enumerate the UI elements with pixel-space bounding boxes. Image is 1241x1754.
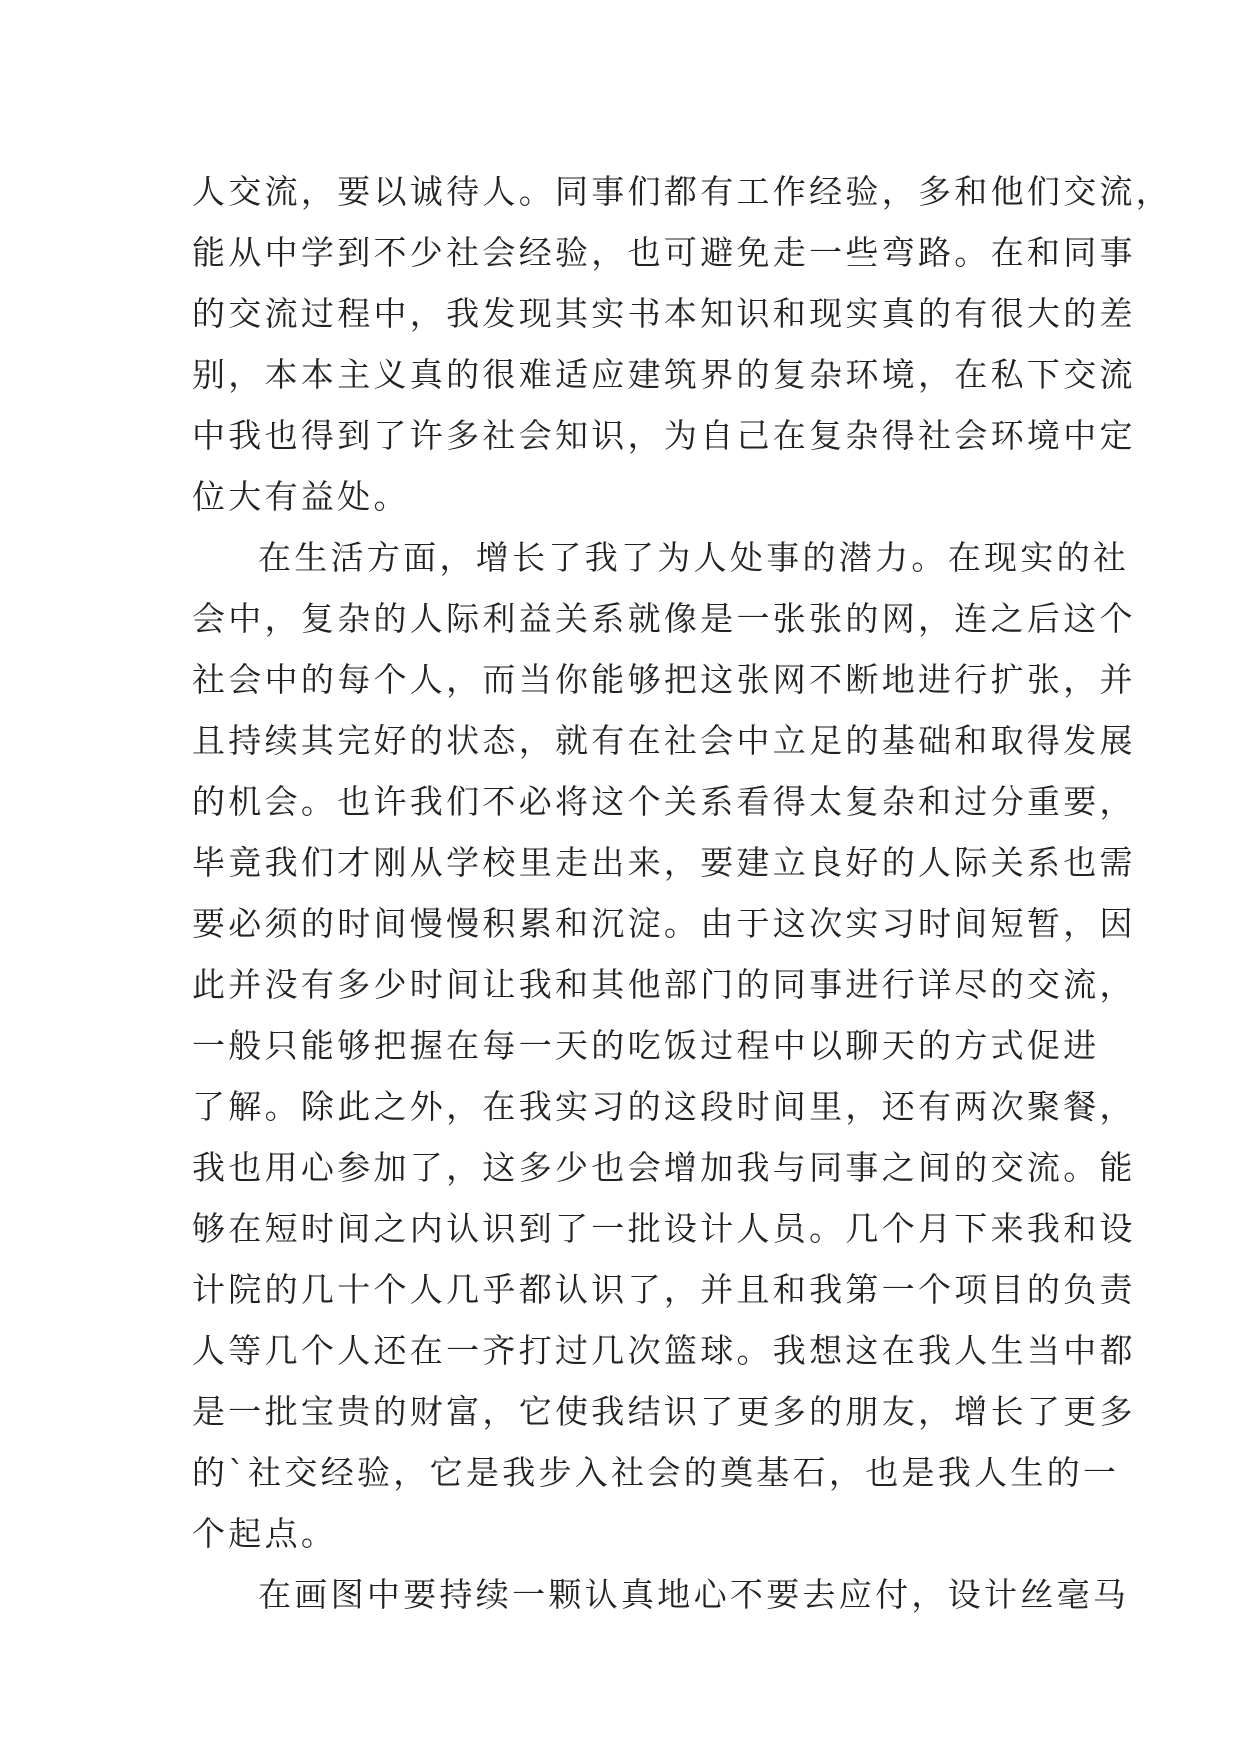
text-line: 我也用心参加了，这多少也会增加我与同事之间的交流。能 [192, 1148, 1136, 1187]
text-line: 人等几个人还在一齐打过几次篮球。我想这在我人生当中都 [192, 1331, 1136, 1370]
text-line: 是一批宝贵的财富，它使我结识了更多的朋友，增长了更多 [192, 1392, 1136, 1431]
text-line: 要必须的时间慢慢积累和沉淀。由于这次实习时间短暂，因 [192, 904, 1136, 943]
text-line: 够在短时间之内认识到了一批设计人员。几个月下来我和设 [192, 1209, 1136, 1248]
text-line: 位大有益处。 [192, 477, 410, 516]
text-line: 的`社交经验，它是我步入社会的奠基石，也是我人生的一 [192, 1453, 1120, 1492]
text-line: 一般只能够把握在每一天的吃饭过程中以聊天的方式促进 [192, 1026, 1100, 1065]
text-line: 此并没有多少时间让我和其他部门的同事进行详尽的交流， [192, 965, 1136, 1004]
text-line: 中我也得到了许多社会知识，为自己在复杂得社会环境中定 [192, 416, 1136, 455]
text-line: 会中，复杂的人际利益关系就像是一张张的网，连之后这个 [192, 599, 1136, 638]
text-line: 的交流过程中，我发现其实书本知识和现实真的有很大的差 [192, 294, 1136, 333]
text-line: 人交流，要以诚待人。同事们都有工作经验，多和他们交流， [192, 172, 1173, 211]
text-line: 计院的几十个人几乎都认识了，并且和我第一个项目的负责 [192, 1270, 1136, 1309]
body-text [192, 161, 1173, 1625]
text-line: 在生活方面，增长了我了为人处事的潜力。在现实的社 [258, 538, 1130, 577]
text-line: 了解。除此之外，在我实习的这段时间里，还有两次聚餐， [192, 1087, 1136, 1126]
text-line: 的机会。也许我们不必将这个关系看得太复杂和过分重要， [192, 782, 1136, 821]
text-line: 在画图中要持续一颗认真地心不要去应付，设计丝毫马 [258, 1575, 1130, 1614]
text-line: 别，本本主义真的很难适应建筑界的复杂环境，在私下交流 [192, 355, 1136, 394]
text-line: 且持续其完好的状态，就有在社会中立足的基础和取得发展 [192, 721, 1136, 760]
text-line: 能从中学到不少社会经验，也可避免走一些弯路。在和同事 [192, 233, 1136, 272]
text-line: 毕竟我们才刚从学校里走出来，要建立良好的人际关系也需 [192, 843, 1136, 882]
text-line: 社会中的每个人，而当你能够把这张网不断地进行扩张，并 [192, 660, 1136, 699]
text-line: 个起点。 [192, 1514, 338, 1553]
